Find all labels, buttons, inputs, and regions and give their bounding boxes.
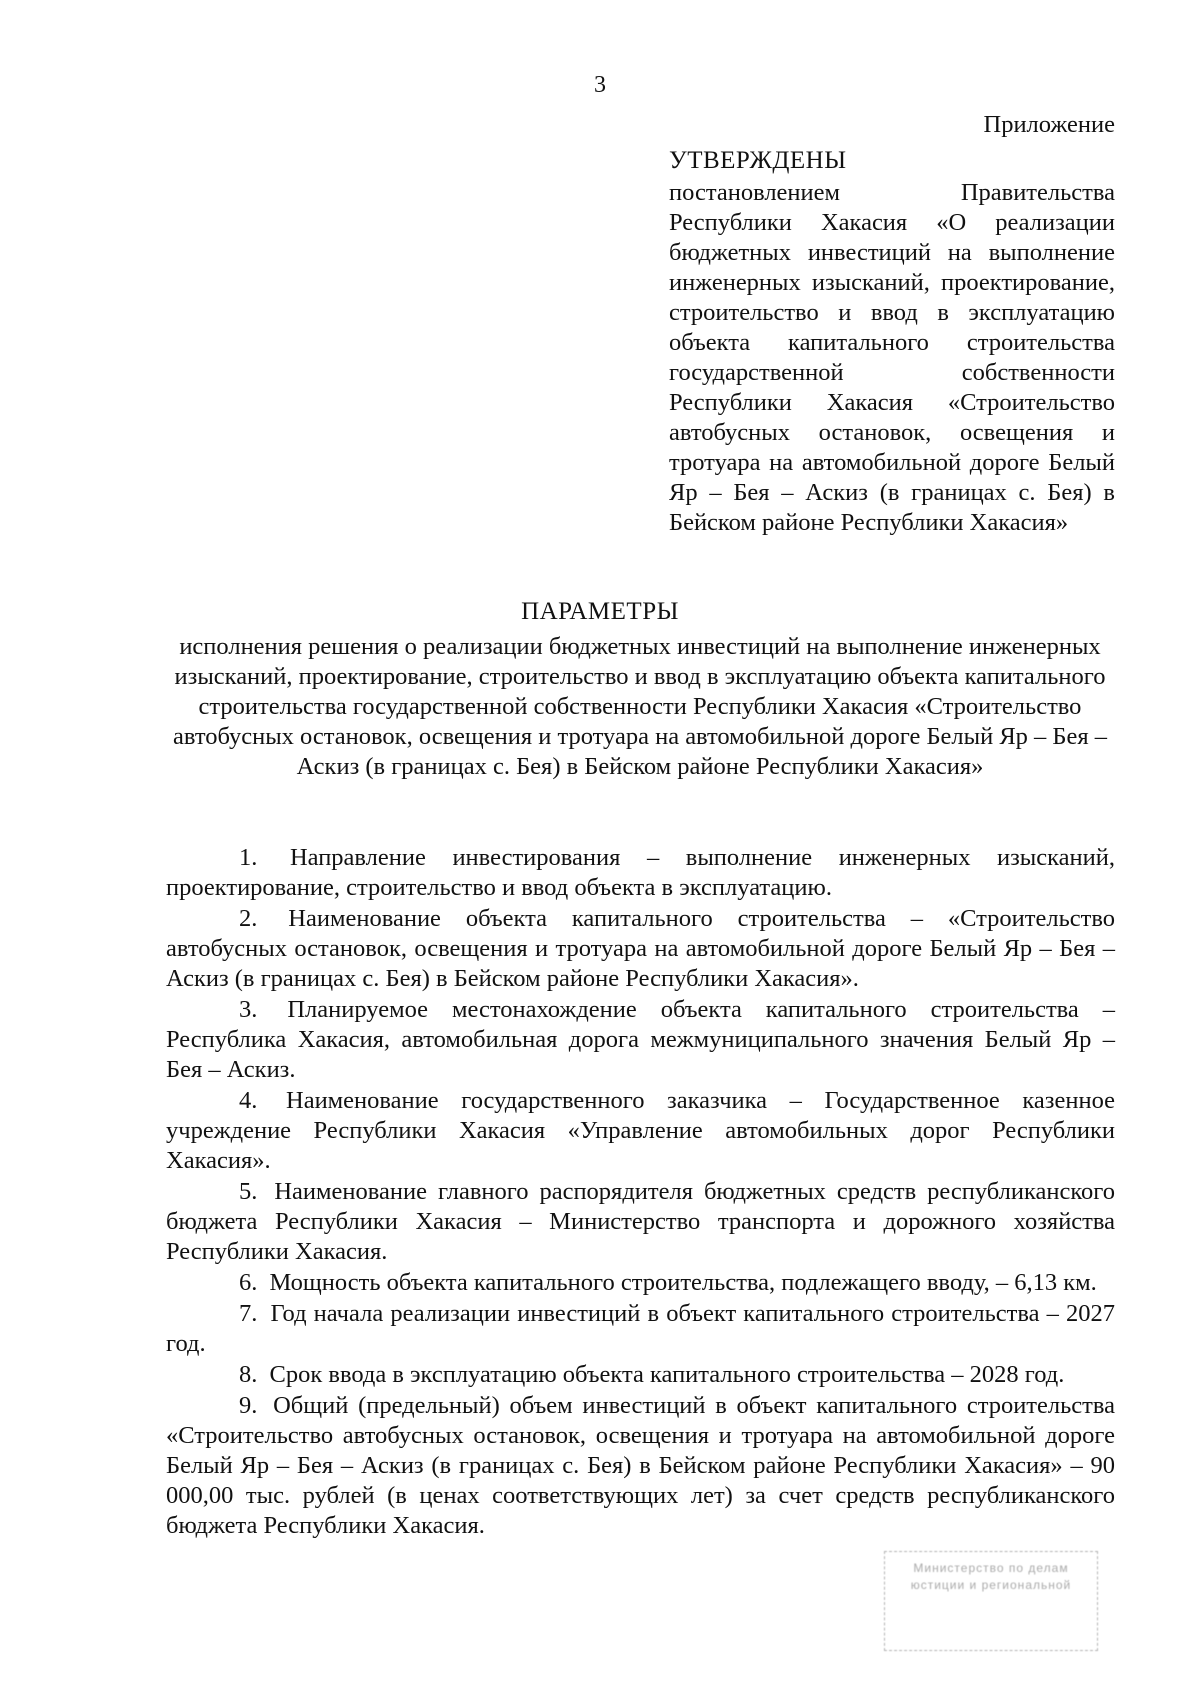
list-item [166,1268,1115,1298]
item-text: Срок ввода в эксплуатацию объекта капитального строительства – 2028 год. [269,1361,1065,1388]
item-number: 8. [239,1361,258,1388]
appendix-label: Приложение [983,111,1115,138]
item-number: 1. [239,844,258,871]
item-text: Наименование государственного заказчика – Государственное казенное учреждение Республики Хакасия «Управление автомобильных дорог Республики Хакасия». [166,1087,1115,1174]
item-number: 5. [239,1178,258,1205]
item-number: 4. [239,1087,258,1114]
parameters-subtitle: исполнения решения о реализации бюджетных инвестиций на выполнение инженерных изысканий, проектирование, строительство и ввод в эксплуатацию объекта капитального строительства государственной собственности Республики Хакасия «Строительство автобусных остановок, освещения и тротуара на автомобильной дороге Белый Яр – Бея – Аскиз (в границах с. Бея) в Бейском районе Республики Хакасия» [172,633,1107,780]
item-text: Общий (предельный) объем инвестиций в объект капитального строительства «Строительство автобусных остановок, освещения и тротуара на автомобильной дороге Белый Яр – Бея – Аскиз (в границах с. Бея) в Бейском районе Республики Хакасия» – 90 000,00 тыс. рублей (в ценах соответствующих лет) за счет средств республиканского бюджета Республики Хакасия. [166,1392,1115,1539]
item-number: 7. [239,1300,258,1327]
item-text: Год начала реализации инвестиций в объект капитального строительства – 2027 год. [166,1300,1115,1357]
approved-label: УТВЕРЖДЕНЫ [669,147,847,174]
list-item [166,1391,1115,1541]
item-number: 2. [239,905,258,932]
approval-basis-text: постановлением Правительства Республики Хакасия «О реализации бюджетных инвестиций на выполнение инженерных изысканий, проектирование, строительство и ввод в эксплуатацию объекта капитального строительства государственной собственности Республики Хакасия «Строительство автобусных остановок, освещения и тротуара на автомобильной дороге Белый Яр – Бея – Аскиз (в границах с. Бея) в Бейском районе Республики Хакасия» [669,179,1115,536]
page-number: 3 [594,72,606,98]
list-item [166,1360,1115,1390]
item-text: Мощность объекта капитального строительства, подлежащего вводу, – 6,13 км. [269,1269,1097,1296]
registration-stamp [884,1551,1098,1651]
item-number: 9. [239,1392,258,1419]
list-item [166,1177,1115,1267]
parameters-list [166,843,1115,1542]
item-number: 3. [239,996,258,1023]
stamp-line: юстиции и региональной [910,1578,1072,1592]
item-text: Наименование объекта капитального строительства – «Строительство автобусных остановок, освещения и тротуара на автомобильной дороге Белый Яр – Бея – Аскиз (в границах с. Бея) в Бейском районе Республики Хакасия». [166,905,1115,992]
list-item [166,995,1115,1085]
item-text: Планируемое местонахождение объекта капитального строительства – Республика Хакасия, автомобильная дорога межмуниципального значения Белый Яр – Бея – Аскиз. [166,996,1116,1083]
list-item [166,843,1115,903]
item-text: Направление инвестирования – выполнение инженерных изысканий, проектирование, строительство и ввод объекта в эксплуатацию. [166,844,1116,901]
item-text: Наименование главного распорядителя бюджетных средств республиканского бюджета Республики Хакасия – Министерство транспорта и дорожного хозяйства Республики Хакасия. [166,1178,1115,1265]
parameters-title: ПАРАМЕТРЫ [521,598,679,625]
list-item [166,1299,1115,1359]
item-number: 6. [239,1269,258,1296]
approval-block [669,110,1115,538]
list-item [166,1086,1115,1176]
stamp-line: Министерство по делам [913,1561,1069,1575]
list-item [166,904,1115,994]
